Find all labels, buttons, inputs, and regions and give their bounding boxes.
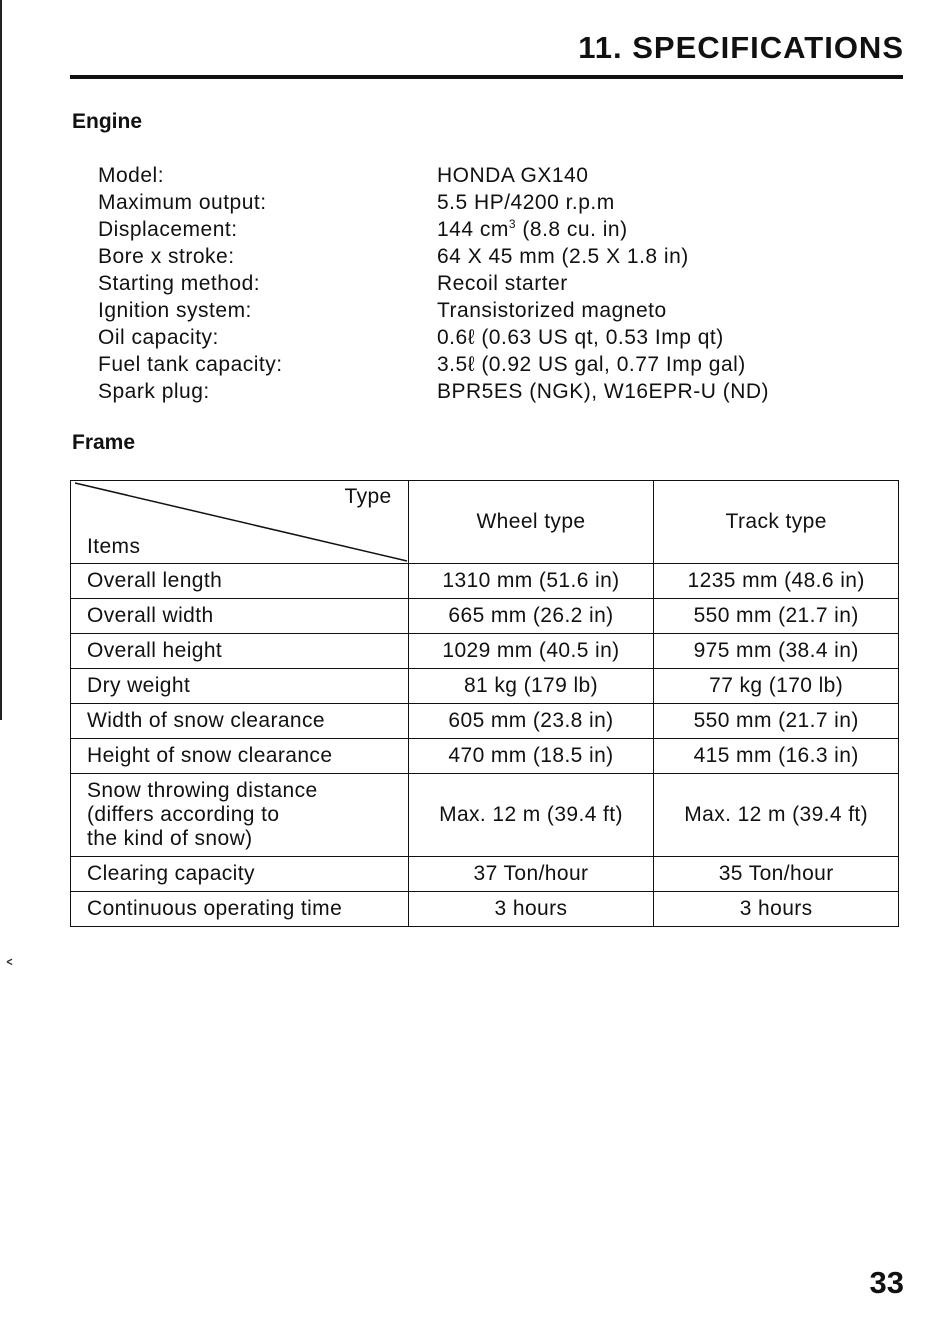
spec-value: Transistorized magneto — [437, 299, 667, 322]
row-item-line: (differs according to — [87, 803, 280, 826]
table-row — [71, 599, 899, 634]
row-item: Width of snow clearance — [71, 704, 409, 739]
table-row — [71, 892, 899, 927]
spec-row-model — [98, 162, 769, 189]
row-item-line: the kind of snow) — [87, 827, 253, 850]
track-value: 550 mm (21.7 in) — [654, 599, 899, 634]
spec-value: 5.5 HP/4200 r.p.m — [437, 191, 615, 214]
wheel-value: 3 hours — [408, 892, 654, 927]
row-item: Continuous operating time — [71, 892, 409, 927]
track-value: 3 hours — [654, 892, 899, 927]
row-item: Clearing capacity — [71, 857, 409, 892]
spec-label: Maximum output: — [98, 191, 267, 214]
spec-value: HONDA GX140 — [437, 164, 589, 187]
column-header-track-type: Track type — [654, 481, 899, 564]
table-row — [71, 774, 899, 857]
wheel-value: 1029 mm (40.5 in) — [408, 634, 654, 669]
row-item: Overall height — [71, 634, 409, 669]
track-value: Max. 12 m (39.4 ft) — [654, 774, 899, 857]
engine-spec-list — [98, 162, 769, 405]
table-corner-cell — [71, 481, 409, 564]
spec-row-fuel-tank-capacity — [98, 351, 769, 378]
frame-spec-table — [70, 480, 899, 927]
row-item: Overall length — [71, 564, 409, 599]
frame-heading: Frame — [72, 431, 136, 454]
wheel-value: 37 Ton/hour — [408, 857, 654, 892]
spec-row-oil-capacity — [98, 324, 769, 351]
wheel-value: 605 mm (23.8 in) — [408, 704, 654, 739]
wheel-value: 81 kg (179 lb) — [408, 669, 654, 704]
page-number: 33 — [869, 1265, 904, 1300]
wheel-value: Max. 12 m (39.4 ft) — [408, 774, 654, 857]
track-value: 975 mm (38.4 in) — [654, 634, 899, 669]
track-value: 35 Ton/hour — [654, 857, 899, 892]
table-row — [71, 669, 899, 704]
spec-label: Model: — [98, 164, 165, 187]
spec-label: Starting method: — [98, 272, 261, 295]
spec-value-suffix: (8.8 cu. in) — [516, 218, 628, 241]
spec-value: 64 X 45 mm (2.5 X 1.8 in) — [437, 245, 689, 268]
corner-items-label: Items — [87, 535, 141, 558]
corner-type-label: Type — [344, 485, 392, 508]
table-row — [71, 704, 899, 739]
table-row — [71, 634, 899, 669]
spec-label: Displacement: — [98, 218, 238, 241]
wheel-value: 1310 mm (51.6 in) — [408, 564, 654, 599]
wheel-value: 665 mm (26.2 in) — [408, 599, 654, 634]
spec-label: Bore x stroke: — [98, 245, 235, 268]
column-header-wheel-type: Wheel type — [408, 481, 654, 564]
spec-value — [437, 216, 628, 243]
spec-row-ignition-system — [98, 297, 769, 324]
spec-row-maximum-output — [98, 189, 769, 216]
spec-value: Recoil starter — [437, 272, 568, 295]
spec-row-bore-stroke — [98, 243, 769, 270]
table-row — [71, 739, 899, 774]
row-item-line: Snow throwing distance — [87, 779, 318, 802]
spec-value: 3.5ℓ (0.92 US gal, 0.77 Imp gal) — [437, 353, 746, 376]
table-row — [71, 564, 899, 599]
wheel-value: 470 mm (18.5 in) — [408, 739, 654, 774]
spec-label: Spark plug: — [98, 380, 210, 403]
track-value: 550 mm (21.7 in) — [654, 704, 899, 739]
engine-heading: Engine — [72, 110, 143, 133]
spec-value: BPR5ES (NGK), W16EPR-U (ND) — [437, 380, 770, 403]
row-item: Dry weight — [71, 669, 409, 704]
table-row — [71, 857, 899, 892]
spec-value-main: 144 cm — [437, 218, 509, 241]
spec-row-displacement — [98, 216, 769, 243]
track-value: 1235 mm (48.6 in) — [654, 564, 899, 599]
spec-row-spark-plug — [98, 378, 769, 405]
chapter-title: 11. SPECIFICATIONS — [578, 30, 904, 65]
spec-label: Fuel tank capacity: — [98, 353, 283, 376]
spec-row-starting-method — [98, 270, 769, 297]
row-item: Height of snow clearance — [71, 739, 409, 774]
margin-mark: ˂ — [4, 958, 15, 983]
table-header-row — [71, 481, 899, 564]
track-value: 77 kg (170 lb) — [654, 669, 899, 704]
track-value: 415 mm (16.3 in) — [654, 739, 899, 774]
spec-value: 0.6ℓ (0.63 US qt, 0.53 Imp qt) — [437, 326, 724, 349]
spec-value-superscript: 3 — [508, 217, 517, 231]
row-item: Overall width — [71, 599, 409, 634]
page-binding-edge — [0, 0, 2, 720]
spec-label: Oil capacity: — [98, 326, 219, 349]
spec-label: Ignition system: — [98, 299, 252, 322]
row-item — [71, 774, 409, 857]
title-rule — [70, 75, 903, 79]
